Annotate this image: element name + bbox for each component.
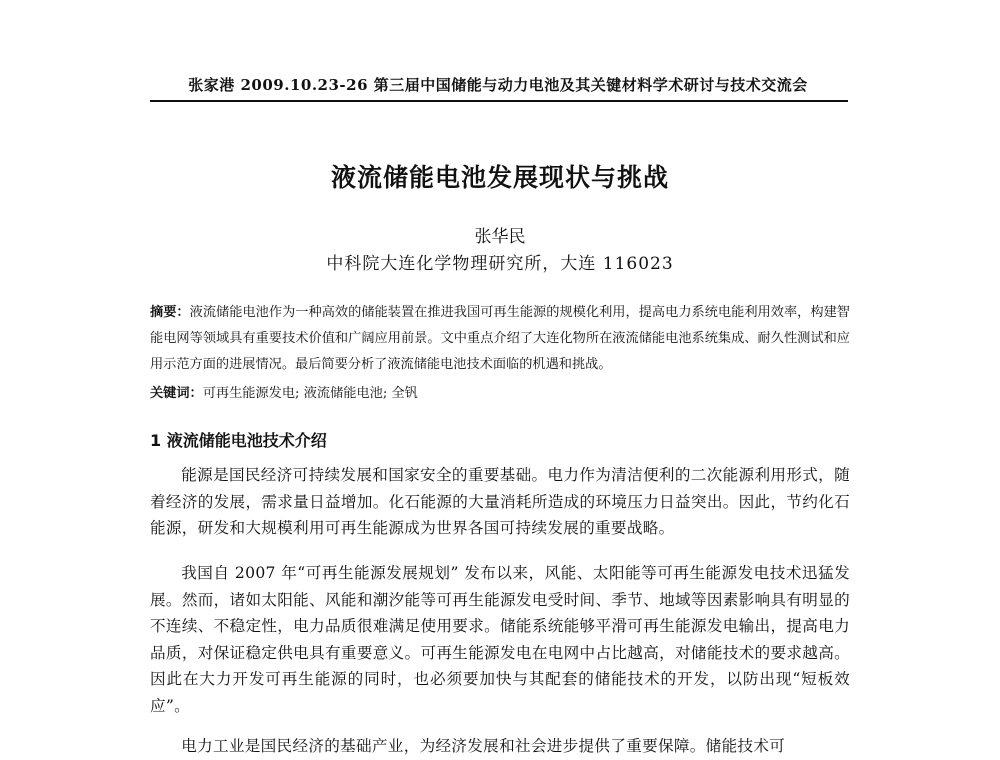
body-paragraph: 我国自 2007 年“可再生能源发展规划” 发布以来，风能、太阳能等可再生能源发电技术迅猛发展。然而，诸如太阳能、风能和潮汐能等可再生能源发电受时间、季节、地域等因素影响具有明显的不连续、不稳定性，电力品质很难满足使用要求。储能系统能够平滑可再生能源发电输出，提高电力品质，对保证稳定供电具有重要意义。可再生能源发电在电网中占比越高，对储能技术的要求越高。因此在大力开发可再生能源的同时，也必须要加快与其配套的储能技术的开发，以防出现“短板效应”。	[150, 564, 850, 715]
abstract-text: 液流储能电池作为一种高效的储能装置在推进我国可再生能源的规模化利用，提高电力系统电能利用效率，构建智能电网等领域具有重要技术价值和广阔应用前景。文中重点介绍了大连化物所在液流储能电池系统集成、耐久性测试和应用示范方面的进展情况。最后简要分析了液流储能电池技术面临的机遇和挑战。	[150, 305, 850, 372]
author-affiliation: 中科院大连化学物理研究所，大连 116023	[326, 254, 674, 274]
keywords	[150, 384, 850, 404]
keywords-text: 可再生能源发电; 液流储能电池; 全钒	[202, 386, 418, 401]
abstract	[150, 300, 850, 378]
abstract-label: 摘要：	[150, 305, 190, 320]
running-header: 张家港 2009.10.23-26 第三届中国储能与动力电池及其关键材料学术研讨与技术交流会	[188, 76, 808, 94]
paper-title: 液流储能电池发展现状与挑战	[330, 163, 669, 192]
section-heading: 1 液流储能电池技术介绍	[150, 431, 327, 450]
header-rule	[150, 100, 848, 102]
keywords-label: 关键词：	[150, 386, 203, 401]
author-name: 张华民	[474, 227, 526, 247]
body-paragraph: 能源是国民经济可持续发展和国家安全的重要基础。电力作为清洁便利的二次能源利用形式，随着经济的发展，需求量日益增加。化石能源的大量消耗所造成的环境压力日益突出。因此，节约化石能源，研发和大规模利用可再生能源成为世界各国可持续发展的重要战略。	[150, 466, 850, 537]
body-paragraph: 电力工业是国民经济的基础产业，为经济发展和社会进步提供了重要保障。储能技术可	[181, 737, 786, 755]
